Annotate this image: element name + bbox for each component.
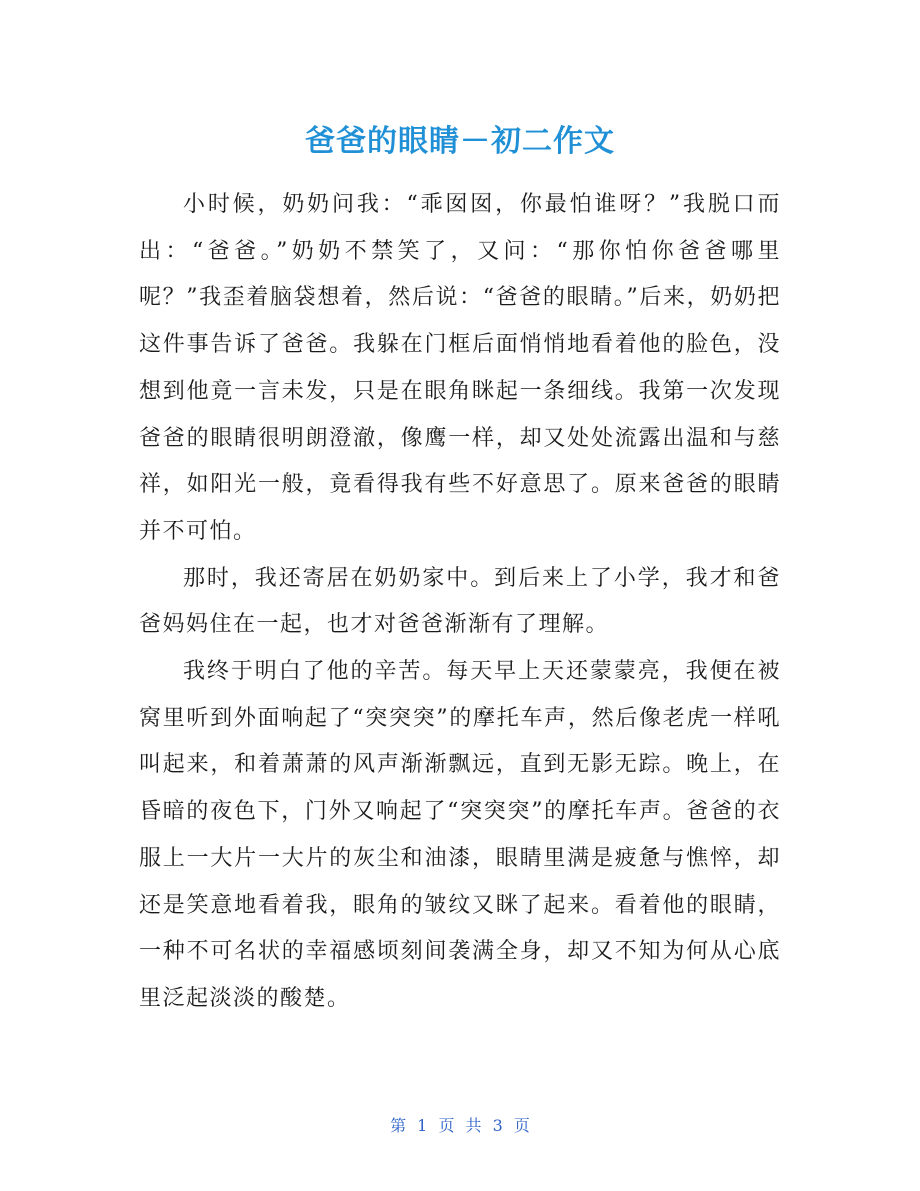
paragraph-3: 我终于明白了他的辛苦。每天早上天还蒙蒙亮，我便在被窝里听到外面响起了“突突突”的摩托车声，然后像老虎一样吼叫起来，和着萧萧的风声渐渐飘远，直到无影无踪。晚上，在昏暗的夜色下，门外又响起了“突突突”的摩托车声。爸爸的衣服上一大片一大片的灰尘和油漆，眼睛里满是疲惫与憔悴，却还是笑意地看着我，眼角的皱纹又眯了起来。看着他的眼睛，一种不可名状的幸福感顷刻间袭满全身，却又不知为何从心底里泛起淡淡的酸楚。 [139,659,781,1011]
article-body [139,182,781,1023]
paragraph-1: 小时候，奶奶问我：“乖囡囡，你最怕谁呀？”我脱口而出：“爸爸。”奶奶不禁笑了，又问：“那你怕你爸爸哪里呢？”我歪着脑袋想着，然后说：“爸爸的眼睛。”后来，奶奶把这件事告诉了爸爸。我躲在门框后面悄悄地看着他的脸色，没想到他竟一言未发，只是在眼角眯起一条细线。我第一次发现爸爸的眼睛很明朗澄澈，像鹰一样，却又处处流露出温和与慈祥，如阳光一般，竟看得我有些不好意思了。原来爸爸的眼睛并不可怕。 [139,192,781,544]
page-title: 爸爸的眼睛－初二作文 [305,124,615,159]
paragraph-2: 那时，我还寄居在奶奶家中。到后来上了小学，我才和爸爸妈妈住在一起，也才对爸爸渐渐有了理解。 [139,565,781,638]
page-number-footer: 第 1 页 共 3 页 [390,1116,530,1135]
